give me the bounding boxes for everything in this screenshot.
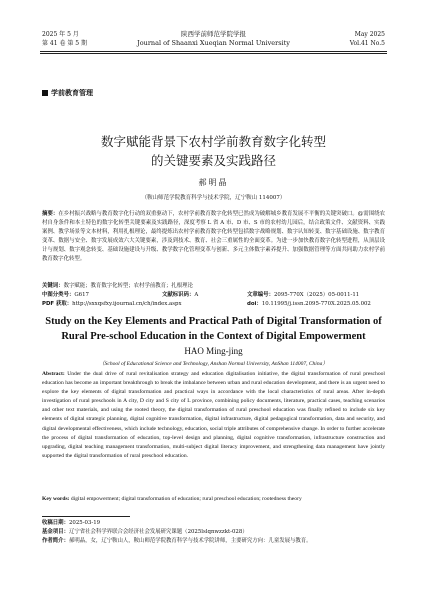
header-right [350,30,385,48]
header-divider-thin [40,53,387,54]
title-en [0,314,427,344]
abstract-en-label: Abstract: [42,371,65,377]
abstract-cn-text: 在乡村振兴战略与教育数字化行动的双重驱动下，农村学前教育数字化转型已然成为破解城乡教育发展不平衡的关键突破口。@需围绕农村自身条件和本土特色的数字化转型关键要素及实践路径，深度考察 L 省 A 市、D 市、S 市的农村幼儿园后，结合政策文件、文献资料、实践案例、教学场景等文本材料，利用扎根理论，最终提炼出农村学前教育数字化转型包括数字战略规划、数字认知转变、数字基础设施、数字教育变革、数据与安全、数字发展成效六大关键要素，涉及到技术、教育、社会三重属性的全面变革。为进一步加快教育数字化转型进程，从顶层设计与规划、数字观念转变、基础设施建设与升级、教学数字化管理变革与创新、多元主体数字素养提升、加强数据管理等方面共同助力农村学前教育数字化转型。 [42,211,385,262]
doc-code-value: A [194,292,199,298]
keywords-en-label: Key words: [42,496,70,502]
header-date-en: May 2025 [354,31,385,38]
abstract-cn-label: 摘要： [42,211,59,217]
header-divider [40,51,387,52]
article-no-value: 2095-770X（2025）05-0011-11 [273,292,360,298]
footnote-divider [42,516,130,517]
doi-value[interactable]: 10.11995/j.issn.2095-770X.2025.05.002 [261,301,371,307]
pdf-link[interactable]: http://sxxqsfxy.ijournal.cn/ch/index.aspx [72,301,182,307]
title-en-line2: Rural Pre-school Education in the Context of Digital Empowerment [61,331,366,342]
abstract-en [42,370,385,461]
title-cn-line2: 的关键要素及实践路径 [150,153,276,168]
section-heading [42,88,93,98]
article-no-label: 文章编号： [247,292,274,298]
footnote-fund [42,528,385,537]
keywords-cn-text: 数字赋能；教育数字化转型；农村学前教育；扎根理论 [63,283,193,289]
affiliation-en: （School of Educational Science and Technology, Anshan Normal University, AnShan 114007, China） [99,361,328,367]
footnote-received [42,519,385,528]
author-bio-label: 作者简介： [42,538,69,544]
abstract-cn [42,210,385,264]
received-value: 2025-03-19 [68,520,101,526]
footnote-author [42,537,385,546]
abstract-en-text: Under the dual drive of rural revitalisation strategy and education digitalisation initiative, the digital transformation of rural preschool education has become an important breakthrough to break the imbalance between urban and rural education development, and there is an urgent need to explore the key elements of digital transformation and practical ways in accordance with the local characteristics of rural areas. After in-depth investigation of rural preschools in A city, D city and S city of L province, combining policy documents, literature, practical cases, teaching scenarios and other text materials, and using the rooted theory, the digital transformation of rural preschool education was finally refined to include six key elements of digital strategic planning, digital cognitive transformation, digital infrastructure, digital pedagogical transformation, data and security, and digital developmental effectiveness, which include technology, education, social triple attributes of comprehensive change. In order to further accelerate the process of digital transformation of education, top-level design and planning, digital cognitive transformation, infrastructure construction and upgrading, digital teaching management transformation, multi-subject digital literacy improvement, and strengthening data management have jointly supported the digital transformation of rural preschool education. [42,371,385,459]
fund-label: 基金项目： [42,529,69,535]
meta-row-1 [42,291,385,300]
square-bullet-icon [42,90,48,96]
author-en: HAO Ming-jing [184,346,243,356]
doc-code-label: 文献标识码： [162,292,195,298]
header-date: 2025 年 5 月 [42,31,79,38]
keywords-cn-label: 关键词： [42,283,64,289]
author-bio-value: 郝明晶，女，辽宁鞍山人，鞍山师范学院教育科学与技术学院讲师，主要研究方向：儿童发展与教育。 [68,538,312,544]
title-en-line1: Study on the Key Elements and Practical Path of Digital Transformation of [45,316,382,327]
keywords-en [42,495,385,504]
author-cn: 郝明晶 [198,178,229,187]
journal-name-cn: 陕西学前师范学院学报 [181,30,246,38]
doi-label: doi： [247,301,262,307]
journal-name-en: Journal of Shaanxi Xueqian Normal University [137,39,290,47]
header-volume-en: Vol.41 No.5 [349,40,385,47]
fund-value: 辽宁省社会科学界联合会经济社会发展研究课题（2025lslqnwzzkt-028） [68,529,248,535]
meta-row-2 [42,300,385,309]
affiliation-cn: （鞍山师范学院教育科学与技术学院，辽宁鞍山 114007） [141,195,286,201]
received-label: 收稿日期： [42,520,69,526]
clc-label: 中图分类号： [42,292,75,298]
clc-value: G617 [74,292,89,298]
title-cn [0,132,427,170]
keywords-cn [42,282,385,291]
header-volume: 第 41 卷 第 5 期 [42,40,87,47]
section-label: 学前教育管理 [51,89,93,97]
pdf-label: PDF 获取： [42,301,73,307]
keywords-en-text: digital empowerment; digital transformation of education; rural preschool education; rootedness theory [70,496,302,502]
title-cn-line1: 数字赋能背景下农村学前教育数字化转型 [100,134,326,149]
